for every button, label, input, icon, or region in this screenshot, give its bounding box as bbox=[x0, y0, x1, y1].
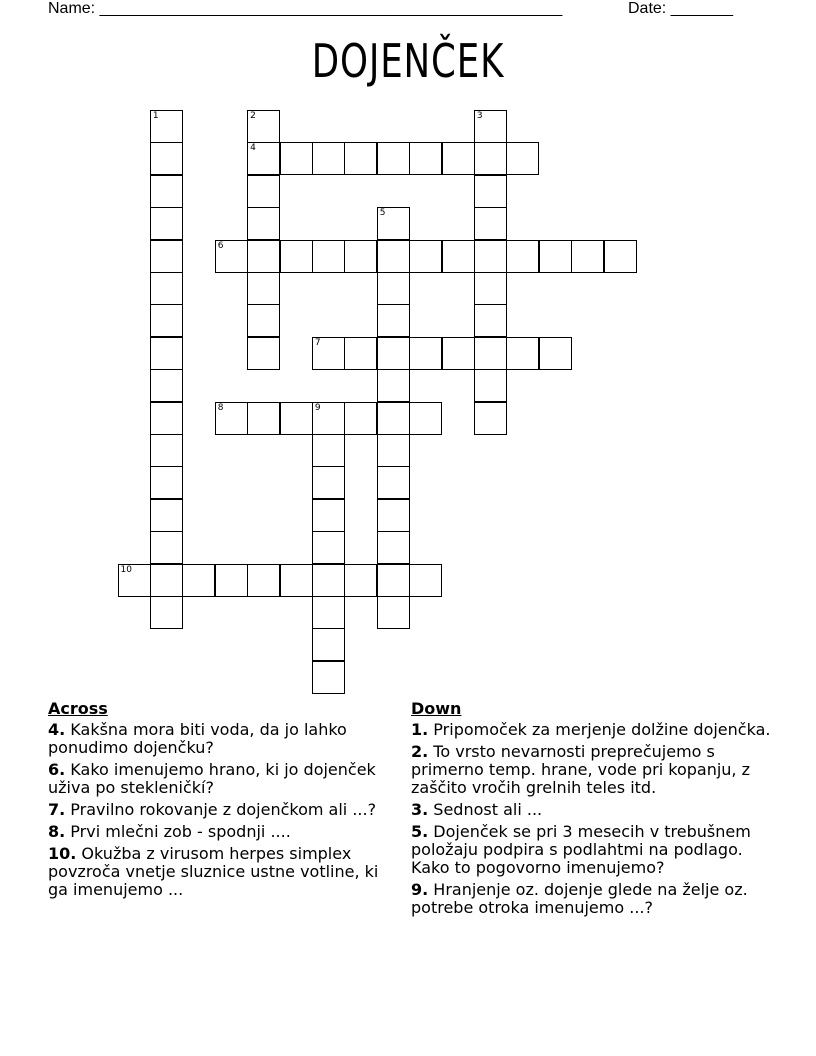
grid-cell[interactable] bbox=[182, 564, 215, 597]
grid-cell[interactable] bbox=[247, 240, 280, 273]
grid-cell[interactable] bbox=[539, 240, 572, 273]
grid-cell[interactable] bbox=[377, 531, 410, 564]
grid-cell[interactable] bbox=[474, 304, 507, 337]
grid-cell[interactable] bbox=[150, 110, 183, 143]
grid-cell[interactable] bbox=[474, 369, 507, 402]
grid-cell[interactable] bbox=[312, 402, 345, 435]
grid-cell[interactable] bbox=[312, 240, 345, 273]
grid-cell[interactable] bbox=[118, 564, 151, 597]
grid-cell[interactable] bbox=[215, 402, 248, 435]
down-clue bbox=[411, 801, 771, 819]
clue-number: 9 bbox=[314, 402, 321, 413]
grid-cell[interactable] bbox=[506, 337, 539, 370]
clue-number: 6 bbox=[217, 240, 224, 251]
grid-cell[interactable] bbox=[474, 175, 507, 208]
grid-cell[interactable] bbox=[150, 175, 183, 208]
down-clue bbox=[411, 721, 771, 739]
clue-number: 7 bbox=[314, 337, 321, 348]
clue-text: Pripomoček za merjenje dolžine dojenčka. bbox=[428, 720, 771, 739]
grid-cell[interactable] bbox=[409, 240, 442, 273]
grid-cell[interactable] bbox=[442, 142, 475, 175]
grid-cell[interactable] bbox=[409, 142, 442, 175]
clue-text: Okužba z virusom herpes simplex povzroča vnetje sluznice ustne votline, ki ga imenujemo ... bbox=[48, 844, 379, 899]
grid-cell[interactable] bbox=[344, 142, 377, 175]
grid-cell[interactable] bbox=[247, 207, 280, 240]
grid-cell[interactable] bbox=[312, 564, 345, 597]
grid-cell[interactable] bbox=[247, 564, 280, 597]
grid-cell[interactable] bbox=[409, 402, 442, 435]
grid-cell[interactable] bbox=[474, 207, 507, 240]
grid-cell[interactable] bbox=[280, 142, 313, 175]
grid-cell[interactable] bbox=[150, 564, 183, 597]
grid-cell[interactable] bbox=[344, 402, 377, 435]
grid-cell[interactable] bbox=[150, 434, 183, 467]
grid-cell[interactable] bbox=[377, 240, 410, 273]
clue-text: Kakšna mora biti voda, da jo lahko ponudimo dojenčku? bbox=[48, 720, 347, 757]
grid-cell[interactable] bbox=[377, 499, 410, 532]
date-field-label: Date: _______ bbox=[628, 0, 733, 17]
grid-cell[interactable] bbox=[474, 337, 507, 370]
grid-cell[interactable] bbox=[247, 175, 280, 208]
grid-cell[interactable] bbox=[312, 499, 345, 532]
grid-cell[interactable] bbox=[377, 402, 410, 435]
grid-cell[interactable] bbox=[312, 337, 345, 370]
grid-cell[interactable] bbox=[150, 596, 183, 629]
clue-number: 4 bbox=[250, 143, 256, 154]
grid-cell[interactable] bbox=[247, 272, 280, 305]
grid-cell[interactable] bbox=[247, 110, 280, 143]
grid-cell[interactable] bbox=[312, 466, 345, 499]
grid-cell[interactable] bbox=[409, 337, 442, 370]
clue-number: 8. bbox=[48, 822, 66, 841]
grid-cell[interactable] bbox=[377, 142, 410, 175]
clue-number: 10 bbox=[120, 564, 132, 575]
grid-cell[interactable] bbox=[150, 499, 183, 532]
name-field-label: Name: ____________________________________________________ bbox=[48, 0, 563, 17]
clue-text: Pravilno rokovanje z dojenčkom ali ...? bbox=[65, 800, 377, 819]
grid-cell[interactable] bbox=[344, 337, 377, 370]
grid-cell[interactable] bbox=[377, 434, 410, 467]
grid-cell[interactable] bbox=[377, 304, 410, 337]
grid-cell[interactable] bbox=[150, 240, 183, 273]
grid-cell[interactable] bbox=[312, 142, 345, 175]
grid-cell[interactable] bbox=[539, 337, 572, 370]
grid-cell[interactable] bbox=[571, 240, 604, 273]
across-clue bbox=[48, 845, 400, 899]
grid-cell[interactable] bbox=[377, 596, 410, 629]
grid-cell[interactable] bbox=[312, 596, 345, 629]
clue-text: Kako imenujemo hrano, ki jo dojenček uživa po stekleničkí? bbox=[48, 760, 376, 797]
grid-cell[interactable] bbox=[474, 240, 507, 273]
grid-cell[interactable] bbox=[150, 304, 183, 337]
clue-text: Dojenček se pri 3 mesecih v trebušnem položaju podpira s podlahtmi na podlago. Kako to pogovorno imenujemo? bbox=[411, 822, 751, 877]
grid-cell[interactable] bbox=[377, 337, 410, 370]
grid-cell[interactable] bbox=[377, 369, 410, 402]
grid-cell[interactable] bbox=[506, 240, 539, 273]
clue-text: Sednost ali ... bbox=[428, 800, 543, 819]
grid-cell[interactable] bbox=[312, 661, 345, 694]
clue-number: 10. bbox=[48, 844, 77, 863]
grid-cell[interactable] bbox=[377, 564, 410, 597]
grid-cell[interactable] bbox=[150, 142, 183, 175]
clue-number: 3 bbox=[476, 111, 483, 121]
clue-text: Hranjenje oz. dojenje glede na želje oz. potrebe otroka imenujemo ...? bbox=[411, 880, 748, 917]
clue-number: 9. bbox=[411, 880, 429, 899]
grid-cell[interactable] bbox=[280, 240, 313, 273]
clue-number: 8 bbox=[217, 402, 224, 413]
clue-number: 7. bbox=[48, 800, 66, 819]
clue-number: 1. bbox=[411, 720, 429, 739]
grid-cell[interactable] bbox=[474, 110, 507, 143]
grid-cell[interactable] bbox=[474, 142, 507, 175]
grid-cell[interactable] bbox=[377, 272, 410, 305]
grid-cell[interactable] bbox=[150, 466, 183, 499]
grid-cell[interactable] bbox=[150, 272, 183, 305]
grid-cell[interactable] bbox=[442, 240, 475, 273]
grid-cell[interactable] bbox=[150, 369, 183, 402]
clue-text: To vrsto nevarnosti preprečujemo s primerno temp. hrane, vode pri kopanju, z zaščito vročih grelnih teles itd. bbox=[411, 742, 750, 797]
grid-cell[interactable] bbox=[377, 207, 410, 240]
down-clue bbox=[411, 881, 771, 917]
across-clues bbox=[48, 700, 400, 903]
across-clue bbox=[48, 801, 400, 819]
grid-cell[interactable] bbox=[150, 402, 183, 435]
clue-number: 4. bbox=[48, 720, 66, 739]
grid-cell[interactable] bbox=[474, 402, 507, 435]
grid-cell[interactable] bbox=[312, 531, 345, 564]
grid-cell[interactable] bbox=[247, 142, 280, 175]
grid-cell[interactable] bbox=[377, 466, 410, 499]
page-title: DOJENČEK bbox=[311, 34, 505, 88]
clue-number: 5. bbox=[411, 822, 429, 841]
grid-cell[interactable] bbox=[215, 564, 248, 597]
grid-cell[interactable] bbox=[442, 337, 475, 370]
clue-number: 2 bbox=[250, 111, 256, 121]
clue-number: 2. bbox=[411, 742, 429, 761]
clue-number: 3. bbox=[411, 800, 429, 819]
grid-cell[interactable] bbox=[280, 564, 313, 597]
across-clue bbox=[48, 761, 400, 797]
clue-number: 6. bbox=[48, 760, 66, 779]
grid-cell[interactable] bbox=[215, 240, 248, 273]
across-clue bbox=[48, 721, 400, 757]
grid-cell[interactable] bbox=[312, 628, 345, 661]
grid-cell[interactable] bbox=[247, 402, 280, 435]
clue-number: 1 bbox=[152, 111, 159, 121]
across-clue bbox=[48, 823, 400, 841]
down-heading: Down bbox=[411, 699, 462, 718]
grid-cell[interactable] bbox=[604, 240, 637, 273]
grid-cell[interactable] bbox=[344, 240, 377, 273]
grid-cell[interactable] bbox=[247, 304, 280, 337]
grid-cell[interactable] bbox=[150, 207, 183, 240]
down-clue bbox=[411, 823, 771, 877]
grid-cell[interactable] bbox=[344, 564, 377, 597]
clue-text: Prvi mlečni zob - spodnji .... bbox=[65, 822, 291, 841]
down-clues bbox=[411, 700, 771, 921]
grid-cell[interactable] bbox=[409, 564, 442, 597]
grid-cell[interactable] bbox=[474, 272, 507, 305]
grid-cell[interactable] bbox=[312, 434, 345, 467]
across-heading: Across bbox=[48, 699, 108, 718]
grid-cell[interactable] bbox=[506, 142, 539, 175]
clue-number: 5 bbox=[379, 208, 386, 219]
grid-cell[interactable] bbox=[150, 337, 183, 370]
grid-cell[interactable] bbox=[280, 402, 313, 435]
down-clue bbox=[411, 743, 771, 797]
grid-cell[interactable] bbox=[247, 337, 280, 370]
grid-cell[interactable] bbox=[150, 531, 183, 564]
